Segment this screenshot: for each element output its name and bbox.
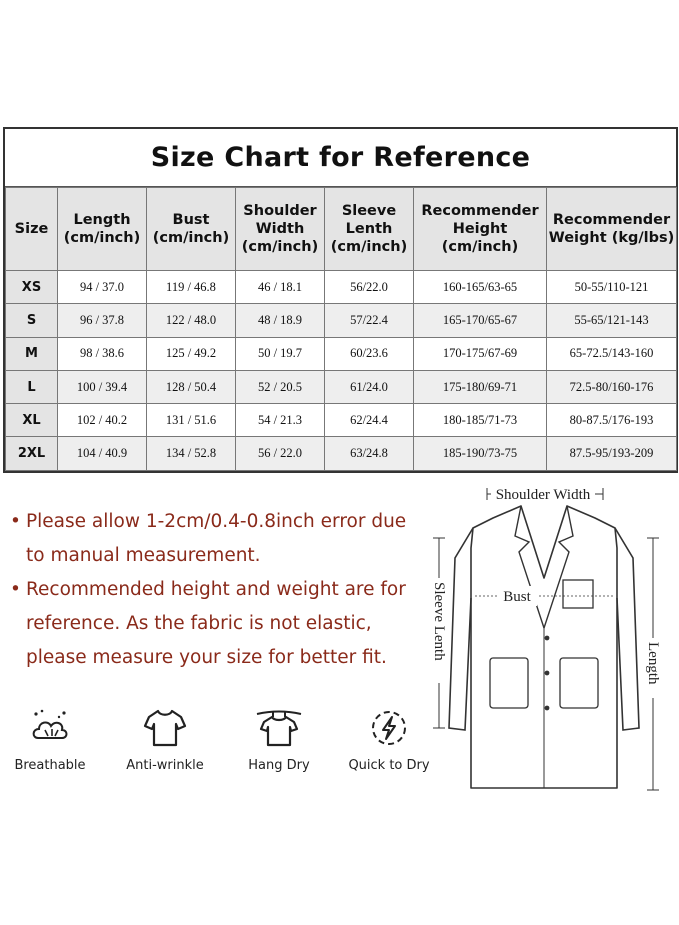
cell-weight: 80-87.5/176-193 <box>547 404 677 437</box>
header-size: Size <box>6 188 58 271</box>
table-row <box>6 337 677 370</box>
coat-diagram <box>425 478 675 808</box>
feature-label: Quick to Dry <box>348 758 430 773</box>
sleeve-length-label: Sleeve Lenth <box>431 582 447 661</box>
quick-dry-icon <box>367 708 411 748</box>
feature-label: Hang Dry <box>248 758 310 773</box>
table-row <box>6 404 677 437</box>
cell-length: 100 / 39.4 <box>58 370 147 403</box>
bullet: • <box>10 579 21 600</box>
cell-bust: 134 / 52.8 <box>147 437 236 470</box>
header-height: Recommender Height (cm/inch) <box>414 188 547 271</box>
note-text: Recommended height and weight are for reference. As the fabric is not elastic, please measure your size for better fit. <box>26 579 406 668</box>
feature-hang-dry <box>229 708 329 773</box>
cell-weight: 72.5-80/160-176 <box>547 370 677 403</box>
note-text: Please allow 1-2cm/0.4-0.8inch error due to manual measurement. <box>26 511 407 566</box>
shoulder-width-label: Shoulder Width <box>495 487 591 503</box>
note-item <box>10 505 430 573</box>
cell-height: 170-175/67-69 <box>414 337 547 370</box>
tshirt-icon <box>143 708 187 748</box>
cell-shoulder: 52 / 20.5 <box>236 370 325 403</box>
cell-height: 180-185/71-73 <box>414 404 547 437</box>
cell-length: 104 / 40.9 <box>58 437 147 470</box>
size-table <box>5 187 677 471</box>
cell-weight: 87.5-95/193-209 <box>547 437 677 470</box>
cell-size: 2XL <box>6 437 58 470</box>
cell-weight: 50-55/110-121 <box>547 271 677 304</box>
cell-length: 94 / 37.0 <box>58 271 147 304</box>
cell-height: 175-180/69-71 <box>414 370 547 403</box>
coat-button <box>545 706 550 711</box>
header-sleeve: Sleeve Lenth (cm/inch) <box>325 188 414 271</box>
cell-bust: 128 / 50.4 <box>147 370 236 403</box>
header-bust: Bust (cm/inch) <box>147 188 236 271</box>
table-row <box>6 271 677 304</box>
cell-shoulder: 46 / 18.1 <box>236 271 325 304</box>
hang-dry-icon <box>255 708 303 748</box>
cell-weight: 55-65/121-143 <box>547 304 677 337</box>
cell-shoulder: 54 / 21.3 <box>236 404 325 437</box>
cell-size: XL <box>6 404 58 437</box>
breathable-icon <box>28 708 72 748</box>
feature-label: Breathable <box>14 758 86 773</box>
cell-size: L <box>6 370 58 403</box>
cell-height: 160-165/63-65 <box>414 271 547 304</box>
bullet: • <box>10 511 21 532</box>
header-weight: Recommender Weight (kg/lbs) <box>547 188 677 271</box>
cell-sleeve: 62/24.4 <box>325 404 414 437</box>
header-length: Length (cm/inch) <box>58 188 147 271</box>
cell-weight: 65-72.5/143-160 <box>547 337 677 370</box>
cell-size: S <box>6 304 58 337</box>
cell-height: 185-190/73-75 <box>414 437 547 470</box>
cell-sleeve: 60/23.6 <box>325 337 414 370</box>
care-notes <box>10 505 430 675</box>
length-label: Length <box>645 642 661 685</box>
feature-breathable <box>0 708 100 773</box>
cell-shoulder: 56 / 22.0 <box>236 437 325 470</box>
cell-size: M <box>6 337 58 370</box>
cell-bust: 131 / 51.6 <box>147 404 236 437</box>
coat-button <box>545 636 550 641</box>
table-row <box>6 370 677 403</box>
cell-bust: 125 / 49.2 <box>147 337 236 370</box>
cell-length: 96 / 37.8 <box>58 304 147 337</box>
table-row <box>6 437 677 470</box>
header-row <box>6 188 677 271</box>
cell-sleeve: 56/22.0 <box>325 271 414 304</box>
cell-size: XS <box>6 271 58 304</box>
feature-label: Anti-wrinkle <box>126 758 204 773</box>
cell-bust: 119 / 46.8 <box>147 271 236 304</box>
size-chart-table <box>3 127 678 473</box>
cell-height: 165-170/65-67 <box>414 304 547 337</box>
bust-label: Bust <box>503 589 531 605</box>
cell-sleeve: 57/22.4 <box>325 304 414 337</box>
feature-anti-wrinkle <box>115 708 215 773</box>
chart-title: Size Chart for Reference <box>5 129 676 187</box>
note-item <box>10 573 430 675</box>
cell-sleeve: 61/24.0 <box>325 370 414 403</box>
coat-button <box>545 671 550 676</box>
cell-shoulder: 48 / 18.9 <box>236 304 325 337</box>
cell-bust: 122 / 48.0 <box>147 304 236 337</box>
table-row <box>6 304 677 337</box>
cell-sleeve: 63/24.8 <box>325 437 414 470</box>
feature-quick-dry <box>339 708 439 773</box>
header-shoulder: Shoulder Width (cm/inch) <box>236 188 325 271</box>
cell-length: 98 / 38.6 <box>58 337 147 370</box>
cell-length: 102 / 40.2 <box>58 404 147 437</box>
right-sleeve <box>615 528 639 730</box>
left-sleeve <box>449 528 473 730</box>
cell-shoulder: 50 / 19.7 <box>236 337 325 370</box>
